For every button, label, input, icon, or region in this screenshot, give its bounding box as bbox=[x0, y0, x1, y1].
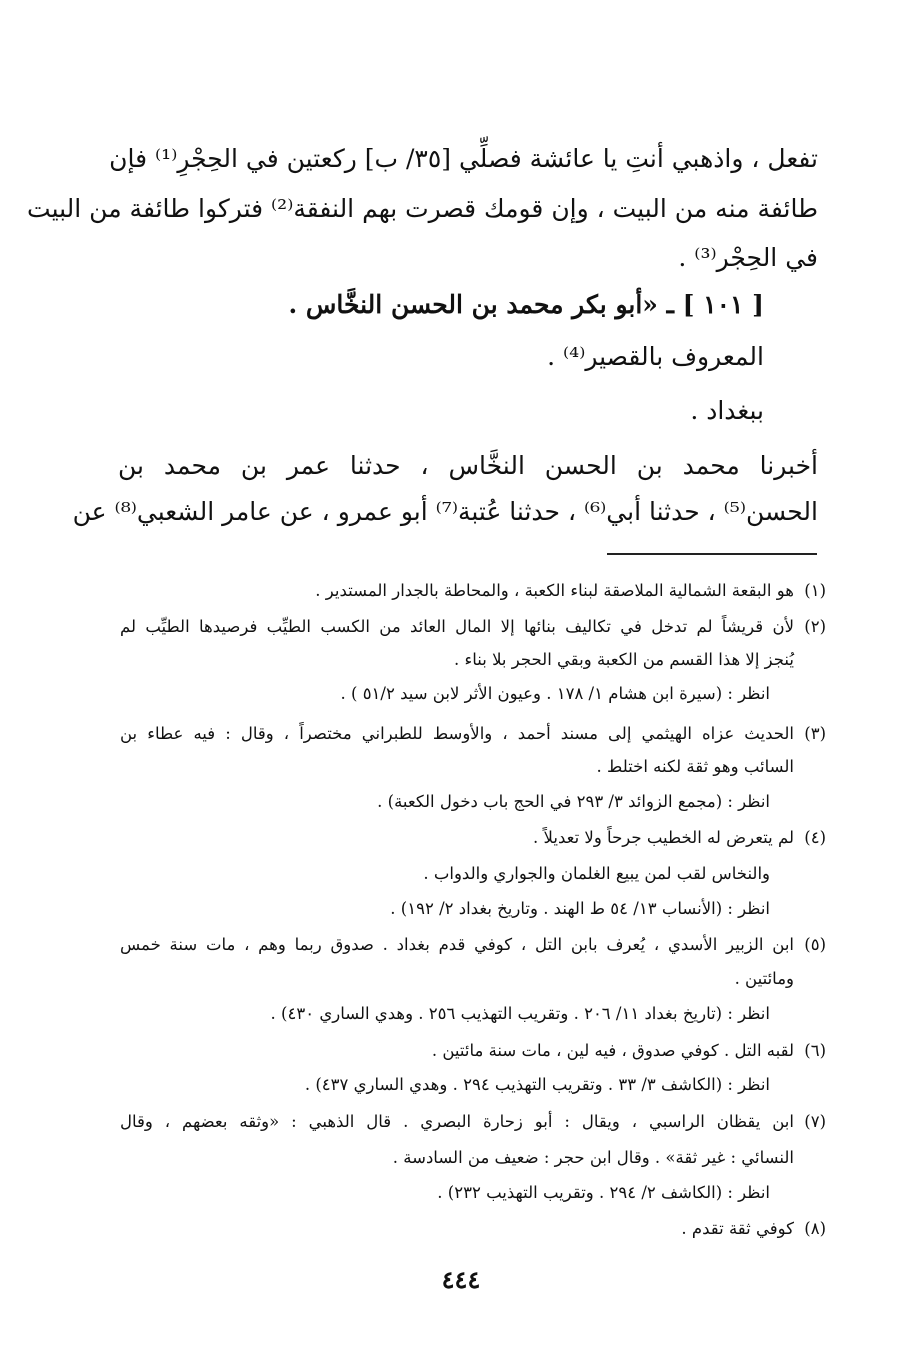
footnote-number: (٢) bbox=[804, 617, 826, 636]
main-line-7: أخبرنا محمد بن الحسن النخَّاس ، حدثنا عمر بن محمد بن bbox=[118, 451, 818, 480]
footnote-number: (٧) bbox=[804, 1112, 826, 1131]
footnote-number: (٥) bbox=[804, 935, 826, 954]
footnote-text: ابن الزبير الأسدي ، يُعرف بابن التل ، كوفي قدم بغداد . صدوق ربما وهم ، مات سنة خمس bbox=[120, 935, 794, 954]
footnote-text: كوفي ثقة تقدم . bbox=[681, 1219, 794, 1238]
footnote-text: هو البقعة الشمالية الملاصقة لبناء الكعبة ، والمحاطة بالجدار المستدير . bbox=[315, 581, 794, 600]
footnote-text: انظر : (الكاشف ٣/ ٣٣ . وتقريب التهذيب ٢٩٤ . وهدي الساري ٤٣٧) . bbox=[304, 1075, 770, 1094]
main-line-6: ببغداد . bbox=[690, 396, 764, 425]
main-line-1: تفعل ، واذهبي أنتِ يا عائشة فصلِّي [٣٥/ ب] ركعتين في الحِجْرِ⁽¹⁾ فإن bbox=[109, 144, 818, 173]
footnote-text: انظر : (مجمع الزوائد ٣/ ٢٩٣ في الحج باب دخول الكعبة) . bbox=[377, 792, 770, 811]
footnote-text: انظر : (الكاشف ٢/ ٢٩٤ . وتقريب التهذيب ٢٣٢) . bbox=[437, 1183, 770, 1202]
footnote-separator bbox=[607, 553, 817, 555]
footnote-text: النسائي : غير ثقة» . وقال ابن حجر : ضعيف من السادسة . bbox=[392, 1148, 794, 1167]
footnote-text: يُنجز إلا هذا القسم من الكعبة وبقي الحجر بلا بناء . bbox=[454, 650, 794, 669]
footnote-text: انظر : (تاريخ بغداد ١١/ ٢٠٦ . وتقريب التهذيب ٢٥٦ . وهدي الساري ٤٣٠) . bbox=[270, 1004, 770, 1023]
footnote-text: والنخاس لقب لمن يبيع الغلمان والجواري والدواب . bbox=[423, 864, 770, 883]
entry-heading: [ ١٠١ ] ـ «أبو بكر محمد بن الحسن النخَّاس . bbox=[288, 290, 764, 319]
footnote-text: السائب وهو ثقة لكنه اختلط . bbox=[596, 757, 794, 776]
footnote-text: انظر : (الأنساب ١٣/ ٥٤ ط الهند . وتاريخ بغداد ٢/ ١٩٢) . bbox=[390, 899, 770, 918]
footnote-text: ومائتين . bbox=[734, 969, 794, 988]
main-line-8: الحسن⁽⁵⁾ ، حدثنا أبي⁽⁶⁾ ، حدثنا عُتبة⁽⁷⁾ أبو عمرو ، عن عامر الشعبي⁽⁸⁾ عن bbox=[72, 497, 818, 526]
footnote-text: الحديث عزاه الهيثمي إلى مسند أحمد ، والأوسط للطبراني مختصراً ، وقال : فيه عطاء بن bbox=[120, 724, 794, 743]
footnote-text: لأن قريشاً لم تدخل في تكاليف بنائها إلا المال العائد من الكسب الطيِّب فرصيدها الطيِّب لم bbox=[120, 617, 794, 636]
footnote-number: (٨) bbox=[804, 1219, 826, 1238]
footnote-number: (٤) bbox=[804, 828, 826, 847]
page-number: ٤٤٤ bbox=[441, 1265, 481, 1294]
main-line-5: المعروف بالقصير⁽⁴⁾ . bbox=[547, 342, 764, 371]
footnote-text: ابن يقظان الراسبي ، ويقال : أبو زحارة البصري . قال الذهبي : «وثقه بعضهم ، وقال bbox=[120, 1112, 794, 1131]
footnote-text: انظر : (سيرة ابن هشام ١/ ١٧٨ . وعيون الأثر لابن سيد ٥١/٢ ) . bbox=[340, 684, 770, 703]
footnote-number: (٣) bbox=[804, 724, 826, 743]
footnote-number: (١) bbox=[804, 581, 826, 600]
main-line-2: طائفة منه من البيت ، وإن قومك قصرت بهم النفقة⁽²⁾ فتركوا طائفة من البيت bbox=[27, 194, 818, 223]
footnote-text: لقبه التل . كوفي صدوق ، فيه لين ، مات سنة مائتين . bbox=[431, 1041, 794, 1060]
footnote-text: لم يتعرض له الخطيب جرحاً ولا تعديلاً . bbox=[533, 828, 794, 847]
main-line-3: في الحِجْر⁽³⁾ . bbox=[678, 243, 818, 272]
footnote-number: (٦) bbox=[804, 1041, 826, 1060]
